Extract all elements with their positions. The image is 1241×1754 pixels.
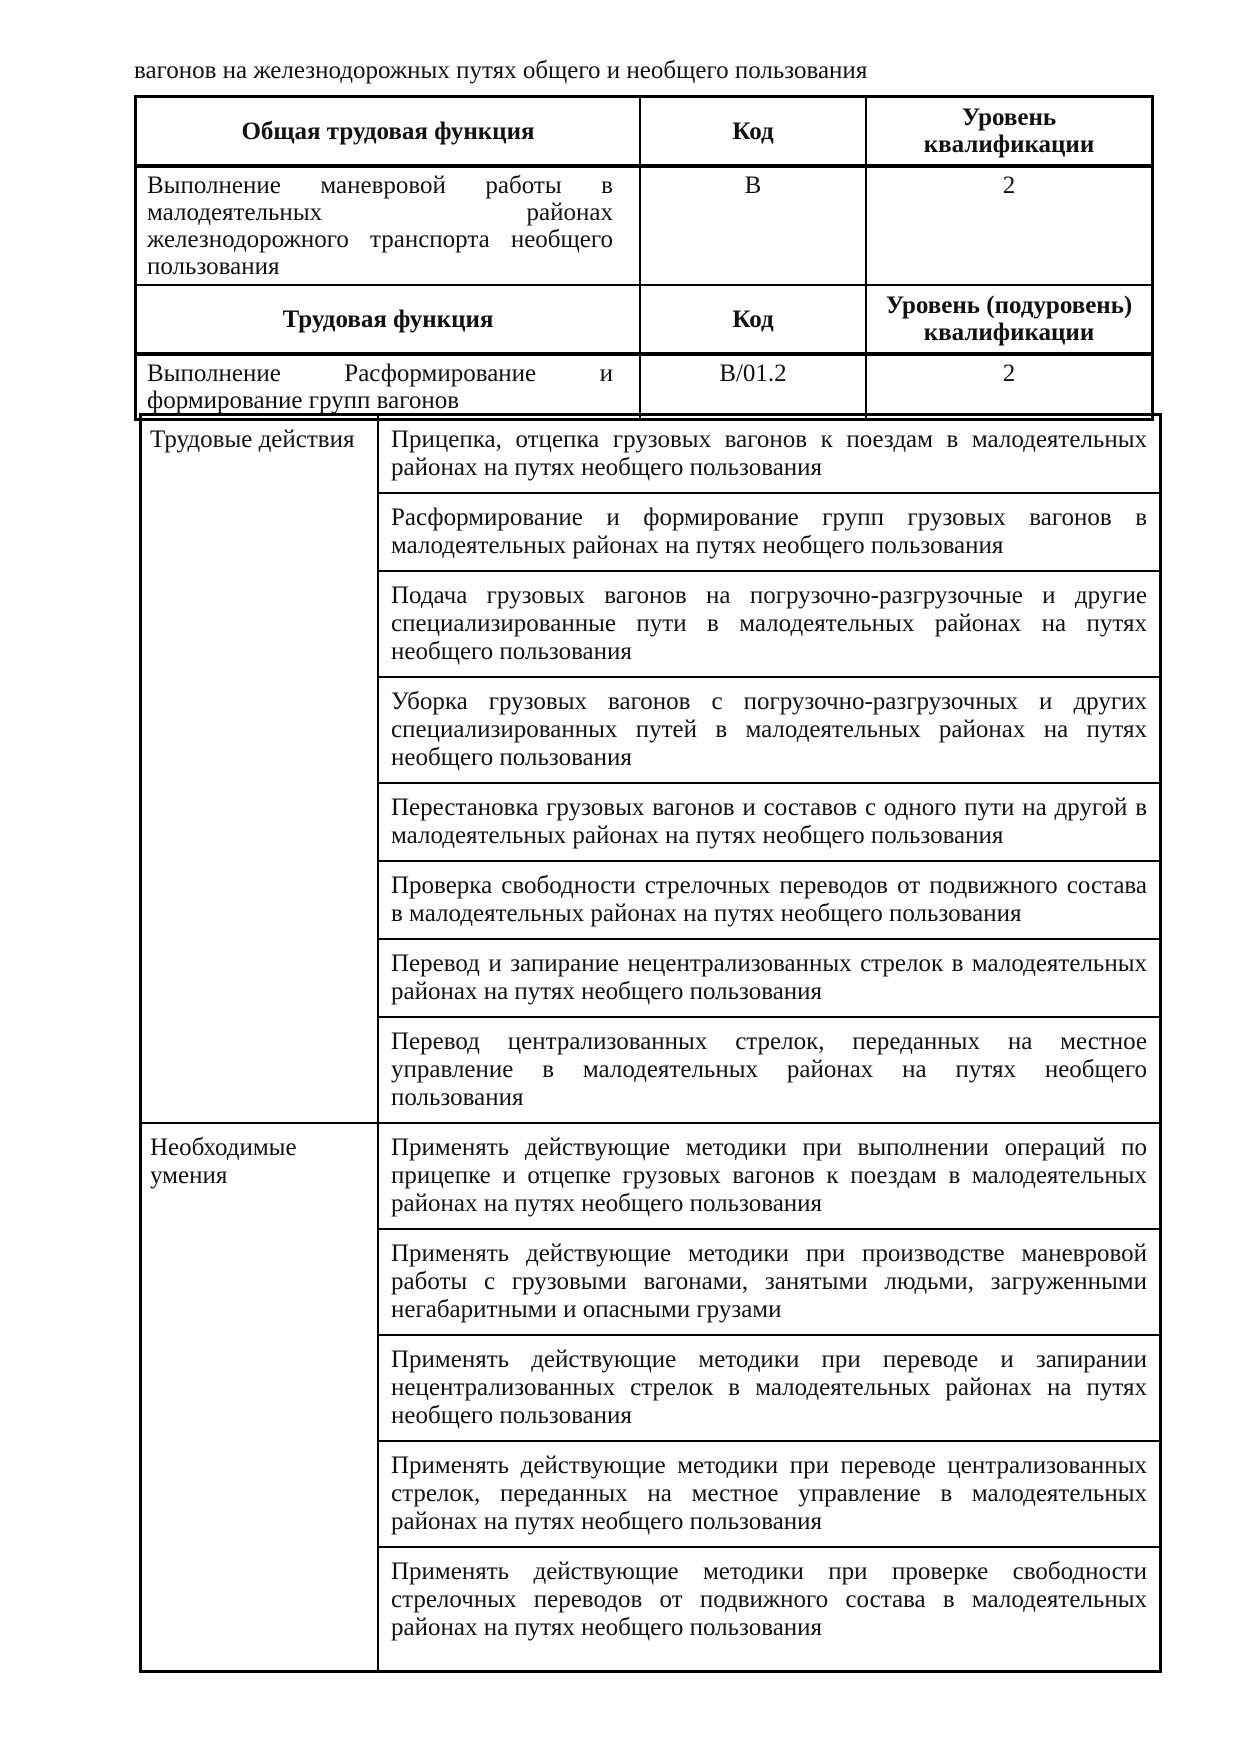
required-skills-section	[142, 1124, 1159, 1670]
labour-actions-items	[379, 416, 1159, 1122]
general-function-cell	[137, 168, 641, 286]
labour-action-item: Перестановка грузовых вагонов и составов с одного пути на другой в малодеятельных районах на путях необщего пользования	[379, 784, 1159, 862]
work-function-detail-table	[139, 413, 1162, 1673]
code-header-2: Код	[641, 286, 867, 356]
general-function-code: В	[641, 168, 867, 286]
general-function-table	[134, 95, 1154, 421]
intro-line: вагонов на железнодорожных путях общего и необщего пользования	[134, 57, 868, 84]
general-function-level: 2	[867, 168, 1151, 286]
labour-function-cell	[137, 356, 641, 418]
required-skill-item: Применять действующие методики при выполнении операций по прицепке и отцепке грузовых вагонов к поездам в малодеятельных районах на путях необщего пользования	[379, 1124, 1159, 1230]
labour-action-item: Прицепка, отцепка грузовых вагонов к поездам в малодеятельных районах на путях необщего пользования	[379, 416, 1159, 494]
labour-function-code: В/01.2	[641, 356, 867, 418]
labour-action-item: Уборка грузовых вагонов с погрузочно-разгрузочных и других специализированных путей в малодеятельных районах на путях необщего пользования	[379, 678, 1159, 784]
required-skills-label: Необходимые умения	[142, 1124, 379, 1670]
general-function-text: Выполнение маневровой работы в малодеятельных районах железнодорожного транспорта необщего пользования	[147, 172, 613, 280]
labour-action-item: Проверка свободности стрелочных переводов от подвижного состава в малодеятельных районах на путях необщего пользования	[379, 862, 1159, 940]
required-skills-items	[379, 1124, 1159, 1670]
qualification-level-header: Уровень квалификации	[867, 98, 1151, 168]
labour-actions-section	[142, 416, 1159, 1124]
general-function-header: Общая трудовая функция	[137, 98, 641, 168]
code-header: Код	[641, 98, 867, 168]
labour-action-item: Расформирование и формирование групп грузовых вагонов в малодеятельных районах на путях необщего пользования	[379, 494, 1159, 572]
labour-actions-label: Трудовые действия	[142, 416, 379, 1122]
sublevel-header: Уровень (подуровень) квалификации	[867, 286, 1151, 356]
required-skill-item: Применять действующие методики при переводе и запирании нецентрализованных стрелок в малодеятельных районах на путях необщего пользования	[379, 1336, 1159, 1442]
labour-action-item: Подача грузовых вагонов на погрузочно-разгрузочные и другие специализированные пути в малодеятельных районах на путях необщего пользования	[379, 572, 1159, 678]
labour-action-item: Перевод и запирание нецентрализованных стрелок в малодеятельных районах на путях необщего пользования	[379, 940, 1159, 1018]
required-skill-item: Применять действующие методики при переводе централизованных стрелок, переданных на местное управление в малодеятельных районах на путях необщего пользования	[379, 1442, 1159, 1548]
labour-function-header: Трудовая функция	[137, 286, 641, 356]
labour-action-item: Перевод централизованных стрелок, переданных на местное управление в малодеятельных районах на путях необщего пользования	[391, 1028, 1147, 1111]
required-skill-item: Применять действующие методики при производстве маневровой работы с грузовыми вагонами, занятыми людьми, загруженными негабаритными и опасными грузами	[379, 1230, 1159, 1336]
labour-function-text: Выполнение Расформирование и формирование групп вагонов	[147, 360, 613, 414]
labour-function-level: 2	[1002, 360, 1016, 387]
required-skill-item: Применять действующие методики при проверке свободности стрелочных переводов от подвижного состава в малодеятельных районах на путях необщего пользования	[391, 1558, 1147, 1641]
